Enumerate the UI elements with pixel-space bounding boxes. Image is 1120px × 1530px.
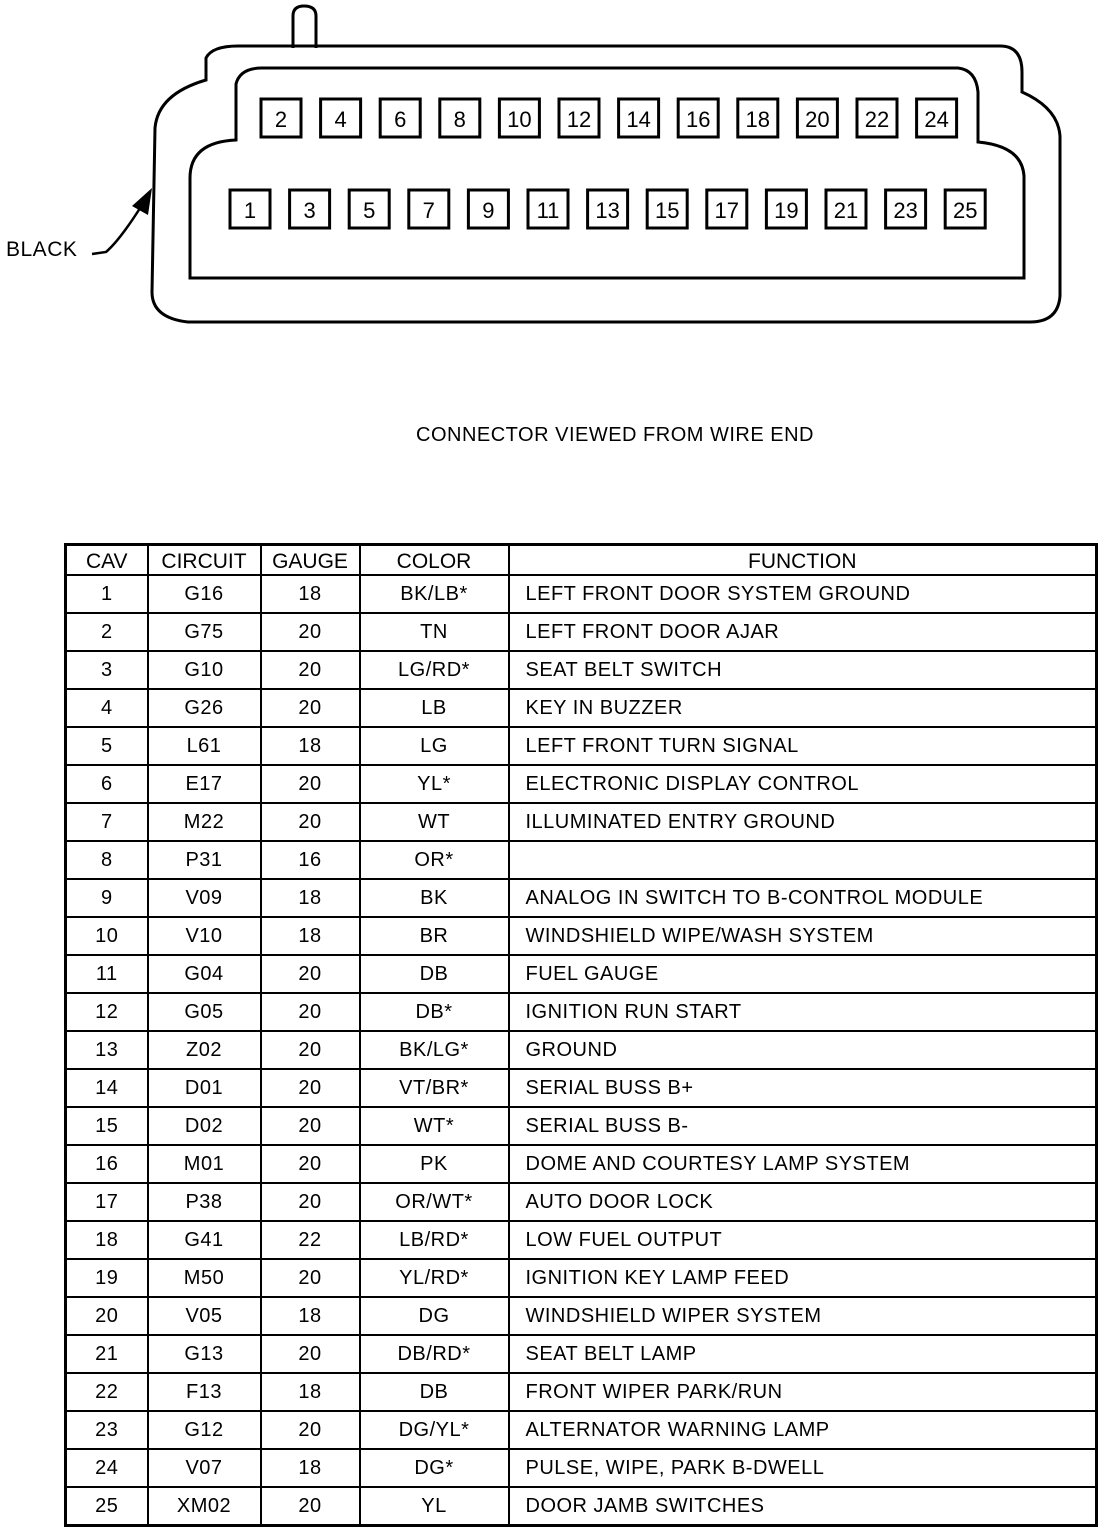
- pin-number: 22: [864, 107, 890, 132]
- table-row: [66, 613, 1097, 651]
- pin-number: 12: [566, 107, 592, 132]
- pin-cavity-18: [738, 99, 778, 137]
- cell-gauge: 20: [261, 993, 360, 1031]
- connector-shell: [152, 46, 1060, 322]
- pin-number: 24: [924, 107, 949, 132]
- pin-number: 13: [595, 198, 620, 223]
- pin-number: 19: [774, 198, 799, 223]
- cell-gauge: 22: [261, 1221, 360, 1259]
- cell-gauge: 18: [261, 727, 360, 765]
- pin-cavity-1: [230, 190, 270, 228]
- table-row: [66, 651, 1097, 689]
- cell-cav: 8: [66, 841, 148, 879]
- pin-number: 4: [334, 107, 347, 132]
- cell-function: ILLUMINATED ENTRY GROUND: [509, 803, 1097, 841]
- cell-function: WINDSHIELD WIPER SYSTEM: [509, 1297, 1097, 1335]
- cell-function: DOOR JAMB SWITCHES: [509, 1487, 1097, 1526]
- cell-color: BK/LB*: [360, 575, 509, 613]
- pin-cavity-3: [290, 190, 330, 228]
- cell-function: SERIAL BUSS B+: [509, 1069, 1097, 1107]
- table-row: [66, 727, 1097, 765]
- cell-gauge: 20: [261, 1259, 360, 1297]
- cell-gauge: 20: [261, 1183, 360, 1221]
- cell-gauge: 20: [261, 1335, 360, 1373]
- cell-cav: 11: [66, 955, 148, 993]
- cell-cav: 23: [66, 1411, 148, 1449]
- cell-circuit: M01: [148, 1145, 261, 1183]
- cell-color: DB/RD*: [360, 1335, 509, 1373]
- cell-color: DG*: [360, 1449, 509, 1487]
- pin-number: 14: [626, 107, 651, 132]
- cell-circuit: G26: [148, 689, 261, 727]
- cell-color: YL/RD*: [360, 1259, 509, 1297]
- cell-circuit: D02: [148, 1107, 261, 1145]
- cell-cav: 14: [66, 1069, 148, 1107]
- cell-circuit: E17: [148, 765, 261, 803]
- cell-gauge: 18: [261, 1297, 360, 1335]
- cell-circuit: F13: [148, 1373, 261, 1411]
- table-header-row: [66, 545, 1097, 576]
- cell-function: AUTO DOOR LOCK: [509, 1183, 1097, 1221]
- pin-number: 3: [303, 198, 316, 223]
- cell-circuit: XM02: [148, 1487, 261, 1526]
- cell-color: TN: [360, 613, 509, 651]
- cell-gauge: 18: [261, 917, 360, 955]
- pin-cavity-19: [766, 190, 806, 228]
- cell-circuit: D01: [148, 1069, 261, 1107]
- pin-cavity-10: [499, 99, 539, 137]
- header-circuit: CIRCUIT: [148, 545, 261, 576]
- pin-number: 10: [507, 107, 532, 132]
- pin-cavity-7: [409, 190, 449, 228]
- cell-circuit: V10: [148, 917, 261, 955]
- cell-color: LG/RD*: [360, 651, 509, 689]
- pin-cavity-12: [559, 99, 599, 137]
- pin-number: 21: [833, 198, 859, 223]
- pin-cavity-22: [857, 99, 897, 137]
- pin-cavity-21: [826, 190, 866, 228]
- cell-function: [509, 841, 1097, 879]
- cell-cav: 12: [66, 993, 148, 1031]
- table-row: [66, 1335, 1097, 1373]
- cell-color: BK/LG*: [360, 1031, 509, 1069]
- cell-cav: 25: [66, 1487, 148, 1526]
- cell-circuit: Z02: [148, 1031, 261, 1069]
- table-row: [66, 993, 1097, 1031]
- cell-function: SERIAL BUSS B-: [509, 1107, 1097, 1145]
- cell-cav: 7: [66, 803, 148, 841]
- table-row: [66, 803, 1097, 841]
- pin-number: 11: [536, 198, 560, 223]
- cell-circuit: V07: [148, 1449, 261, 1487]
- cell-function: KEY IN BUZZER: [509, 689, 1097, 727]
- table-row: [66, 1069, 1097, 1107]
- pin-cavity-6: [380, 99, 420, 137]
- cell-cav: 4: [66, 689, 148, 727]
- cell-function: DOME AND COURTESY LAMP SYSTEM: [509, 1145, 1097, 1183]
- cell-function: IGNITION RUN START: [509, 993, 1097, 1031]
- pin-number: 17: [714, 198, 740, 223]
- connector-diagram: [0, 0, 1120, 340]
- pin-number: 18: [745, 107, 771, 132]
- pin-cavity-4: [321, 99, 361, 137]
- cell-circuit: G13: [148, 1335, 261, 1373]
- cell-gauge: 18: [261, 1449, 360, 1487]
- table-row: [66, 1031, 1097, 1069]
- cell-color: DB: [360, 1373, 509, 1411]
- table-row: [66, 689, 1097, 727]
- pin-cavity-14: [619, 99, 659, 137]
- cell-circuit: G10: [148, 651, 261, 689]
- cell-cav: 15: [66, 1107, 148, 1145]
- header-function: FUNCTION: [509, 545, 1097, 576]
- cell-circuit: G16: [148, 575, 261, 613]
- black-pointer-arrowhead: [132, 188, 152, 215]
- pin-number: 5: [363, 198, 376, 223]
- cell-function: ALTERNATOR WARNING LAMP: [509, 1411, 1097, 1449]
- pin-number: 25: [952, 198, 978, 223]
- pin-number: 8: [453, 107, 466, 132]
- cell-function: SEAT BELT LAMP: [509, 1335, 1097, 1373]
- header-gauge: GAUGE: [261, 545, 360, 576]
- pin-cavity-17: [707, 190, 747, 228]
- cell-circuit: V09: [148, 879, 261, 917]
- pin-cavity-16: [678, 99, 718, 137]
- cell-color: WT: [360, 803, 509, 841]
- pin-number: 23: [893, 198, 918, 223]
- cell-color: YL: [360, 1487, 509, 1526]
- black-pointer-line: [92, 205, 142, 254]
- cell-cav: 13: [66, 1031, 148, 1069]
- cell-cav: 19: [66, 1259, 148, 1297]
- table-row: [66, 1259, 1097, 1297]
- cell-gauge: 16: [261, 841, 360, 879]
- cell-circuit: G12: [148, 1411, 261, 1449]
- cell-function: FUEL GAUGE: [509, 955, 1097, 993]
- cell-cav: 20: [66, 1297, 148, 1335]
- cell-color: LB: [360, 689, 509, 727]
- table-row: [66, 1373, 1097, 1411]
- cell-cav: 9: [66, 879, 148, 917]
- cell-gauge: 20: [261, 689, 360, 727]
- cell-circuit: M50: [148, 1259, 261, 1297]
- cell-cav: 17: [66, 1183, 148, 1221]
- cell-gauge: 20: [261, 1031, 360, 1069]
- pin-cavity-25: [945, 190, 985, 228]
- cell-function: PULSE, WIPE, PARK B-DWELL: [509, 1449, 1097, 1487]
- pin-cavity-5: [349, 190, 389, 228]
- cell-gauge: 20: [261, 1107, 360, 1145]
- cell-cav: 6: [66, 765, 148, 803]
- cell-color: LB/RD*: [360, 1221, 509, 1259]
- cell-cav: 1: [66, 575, 148, 613]
- pin-cavity-11: [528, 190, 568, 228]
- cell-color: BK: [360, 879, 509, 917]
- cell-circuit: P38: [148, 1183, 261, 1221]
- cell-color: WT*: [360, 1107, 509, 1145]
- cell-circuit: G04: [148, 955, 261, 993]
- cell-circuit: M22: [148, 803, 261, 841]
- pin-number: 1: [243, 198, 257, 223]
- table-row: [66, 879, 1097, 917]
- cell-cav: 21: [66, 1335, 148, 1373]
- connector-cavity: [190, 68, 1024, 278]
- cell-color: OR/WT*: [360, 1183, 509, 1221]
- cell-gauge: 20: [261, 803, 360, 841]
- cell-gauge: 20: [261, 955, 360, 993]
- cell-color: VT/BR*: [360, 1069, 509, 1107]
- table-row: [66, 1183, 1097, 1221]
- cell-gauge: 18: [261, 1373, 360, 1411]
- cell-circuit: L61: [148, 727, 261, 765]
- cell-function: SEAT BELT SWITCH: [509, 651, 1097, 689]
- cell-gauge: 20: [261, 1145, 360, 1183]
- cell-function: GROUND: [509, 1031, 1097, 1069]
- cell-gauge: 20: [261, 651, 360, 689]
- pin-number: 20: [805, 107, 830, 132]
- header-color: COLOR: [360, 545, 509, 576]
- pin-cavity-23: [886, 190, 926, 228]
- cell-cav: 5: [66, 727, 148, 765]
- table-row: [66, 917, 1097, 955]
- cell-gauge: 20: [261, 765, 360, 803]
- table-row: [66, 841, 1097, 879]
- cell-gauge: 20: [261, 1069, 360, 1107]
- cell-function: LEFT FRONT DOOR SYSTEM GROUND: [509, 575, 1097, 613]
- cell-circuit: G75: [148, 613, 261, 651]
- table-row: [66, 1221, 1097, 1259]
- pin-cavity-15: [647, 190, 687, 228]
- diagram-caption: CONNECTOR VIEWED FROM WIRE END: [416, 424, 814, 446]
- cell-gauge: 18: [261, 879, 360, 917]
- cell-gauge: 20: [261, 613, 360, 651]
- cell-circuit: V05: [148, 1297, 261, 1335]
- pin-number: 6: [394, 107, 407, 132]
- table-row: [66, 1107, 1097, 1145]
- pin-cavity-8: [440, 99, 480, 137]
- cell-gauge: 20: [261, 1411, 360, 1449]
- cell-function: WINDSHIELD WIPE/WASH SYSTEM: [509, 917, 1097, 955]
- cell-color: LG: [360, 727, 509, 765]
- cell-cav: 3: [66, 651, 148, 689]
- cell-function: LEFT FRONT DOOR AJAR: [509, 613, 1097, 651]
- header-cav: CAV: [66, 545, 148, 576]
- table-row: [66, 1297, 1097, 1335]
- cell-cav: 2: [66, 613, 148, 651]
- pin-cavity-20: [797, 99, 837, 137]
- cell-function: LEFT FRONT TURN SIGNAL: [509, 727, 1097, 765]
- cell-color: DG/YL*: [360, 1411, 509, 1449]
- cell-color: DB: [360, 955, 509, 993]
- pin-number: 16: [685, 107, 711, 132]
- pin-cavity-24: [917, 99, 957, 137]
- cell-color: YL*: [360, 765, 509, 803]
- cell-function: FRONT WIPER PARK/RUN: [509, 1373, 1097, 1411]
- cell-color: OR*: [360, 841, 509, 879]
- table-row: [66, 1449, 1097, 1487]
- cell-gauge: 18: [261, 575, 360, 613]
- cell-cav: 22: [66, 1373, 148, 1411]
- pin-cavity-9: [468, 190, 508, 228]
- cell-color: DB*: [360, 993, 509, 1031]
- table-row: [66, 1487, 1097, 1526]
- pin-number: 7: [422, 198, 435, 223]
- table-row: [66, 1145, 1097, 1183]
- connector-latch: [293, 6, 316, 48]
- cell-circuit: G05: [148, 993, 261, 1031]
- table-row: [66, 765, 1097, 803]
- pin-cavity-2: [261, 99, 301, 137]
- cell-cav: 10: [66, 917, 148, 955]
- cell-circuit: P31: [148, 841, 261, 879]
- cell-cav: 18: [66, 1221, 148, 1259]
- cell-color: BR: [360, 917, 509, 955]
- pin-number: 15: [654, 198, 680, 223]
- table-row: [66, 955, 1097, 993]
- cell-cav: 24: [66, 1449, 148, 1487]
- table-row: [66, 1411, 1097, 1449]
- cell-circuit: G41: [148, 1221, 261, 1259]
- cell-function: LOW FUEL OUTPUT: [509, 1221, 1097, 1259]
- table-row: [66, 575, 1097, 613]
- cell-color: PK: [360, 1145, 509, 1183]
- pin-cavity-13: [588, 190, 628, 228]
- wiring-table: [64, 543, 1098, 1527]
- pin-number: 2: [274, 107, 288, 132]
- cell-function: ANALOG IN SWITCH TO B-CONTROL MODULE: [509, 879, 1097, 917]
- cell-color: DG: [360, 1297, 509, 1335]
- pin-number: 9: [482, 198, 495, 223]
- connector-color-label: BLACK: [6, 238, 78, 261]
- cell-function: IGNITION KEY LAMP FEED: [509, 1259, 1097, 1297]
- cell-gauge: 20: [261, 1487, 360, 1526]
- cell-cav: 16: [66, 1145, 148, 1183]
- cell-function: ELECTRONIC DISPLAY CONTROL: [509, 765, 1097, 803]
